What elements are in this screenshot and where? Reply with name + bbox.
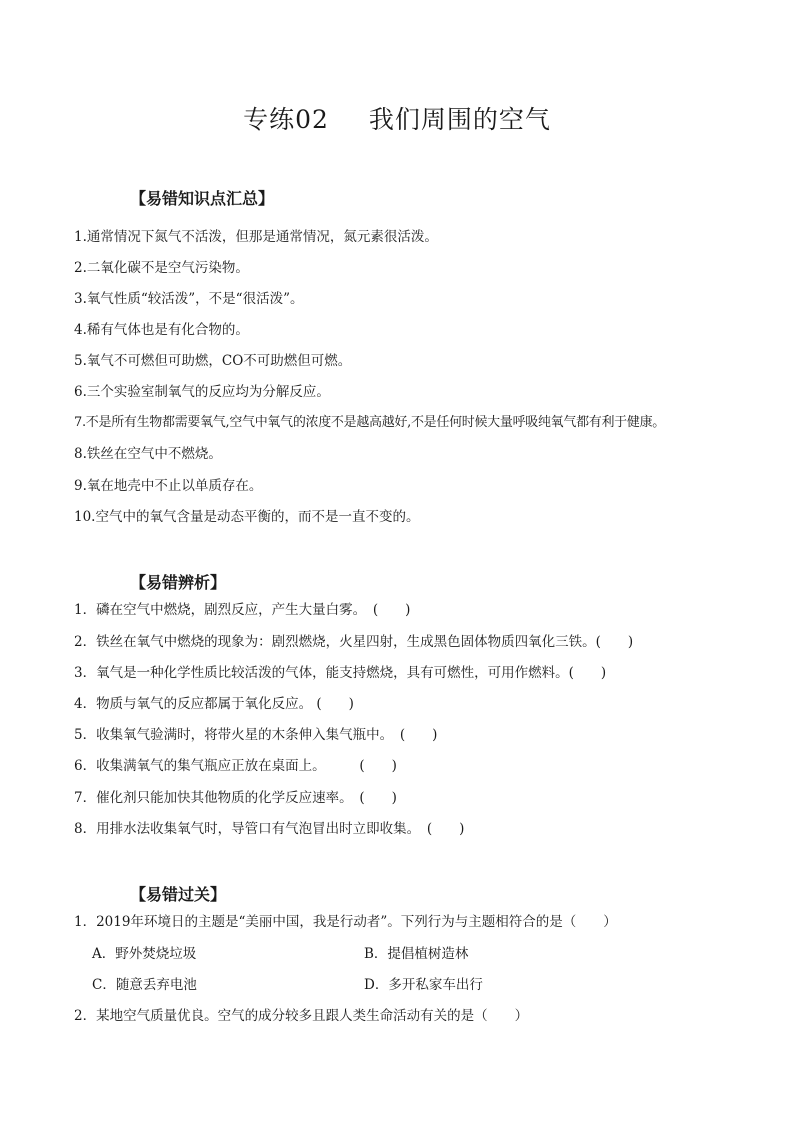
knowledge-item-2: 2.二氧化碳不是空气污染物。 — [74, 260, 249, 276]
knowledge-item-6: 6.三个实验室制氧气的反应均为分解反应。 — [74, 384, 330, 400]
section-heading-knowledge: 【易错知识点汇总】 — [130, 189, 275, 208]
analysis-item-5: 5．收集氧气验满时，将带火星的木条伸入集气瓶中。 ( ) — [74, 727, 438, 743]
knowledge-item-9: 9.氧在地壳中不止以单质存在。 — [74, 478, 263, 494]
knowledge-item-7: 7.不是所有生物都需要氧气,空气中氧气的浓度不是越高越好,不是任何时候大量呼吸纯氧气都有利于健康。 — [74, 415, 665, 430]
knowledge-item-5: 5.氧气不可燃但可助燃，CO不可助燃但可燃。 — [74, 353, 352, 369]
analysis-item-4: 4．物质与氧气的反应都属于氧化反应。 ( ) — [74, 696, 354, 712]
section-heading-analysis: 【易错辨析】 — [130, 573, 227, 592]
title-code: 专练02 — [243, 105, 329, 134]
option-b: B．提倡植树造林 — [364, 946, 469, 962]
analysis-item-2: 2．铁丝在氧气中燃烧的现象为：剧烈燃烧，火星四射，生成黑色固体物质四氧化三铁。( ) — [74, 634, 634, 650]
practice-question-2: 2．某地空气质量优良。空气的成分较多且跟人类生命活动有关的是（ ） — [74, 1008, 529, 1024]
title-name: 我们周围的空气 — [368, 105, 551, 134]
analysis-item-3: 3．氧气是一种化学性质比较活泼的气体，能支持燃烧，具有可燃性，可用作燃料。( ) — [74, 665, 607, 681]
section-heading-practice: 【易错过关】 — [130, 885, 227, 904]
practice-question-1: 1．2019年环境日的主题是“美丽中国，我是行动者”。下列行为与主题相符合的是（ ） — [74, 914, 617, 930]
option-d: D．多开私家车出行 — [364, 977, 483, 993]
analysis-item-6: 6．收集满氧气的集气瓶应正放在桌面上。 ( ) — [74, 758, 397, 774]
option-a: A．野外焚烧垃圾 — [92, 946, 197, 962]
knowledge-item-8: 8.铁丝在空气中不燃烧。 — [74, 446, 222, 462]
option-c: C．随意丢弃电池 — [92, 977, 197, 993]
knowledge-item-1: 1.通常情况下氮气不活泼，但那是通常情况，氮元素很活泼。 — [74, 229, 438, 245]
knowledge-item-4: 4.稀有气体也是有化合物的。 — [74, 322, 249, 338]
knowledge-item-10: 10.空气中的氧气含量是动态平衡的，而不是一直不变的。 — [74, 509, 420, 525]
knowledge-item-3: 3.氧气性质“较活泼”，不是“很活泼”。 — [74, 291, 304, 307]
analysis-item-8: 8．用排水法收集氧气时，导管口有气泡冒出时立即收集。 ( ) — [74, 821, 465, 837]
analysis-item-7: 7．催化剂只能加快其他物质的化学反应速率。 ( ) — [74, 790, 397, 806]
page-title — [0, 100, 794, 136]
analysis-item-1: 1．磷在空气中燃烧，剧烈反应，产生大量白雾。 ( ) — [74, 602, 411, 618]
